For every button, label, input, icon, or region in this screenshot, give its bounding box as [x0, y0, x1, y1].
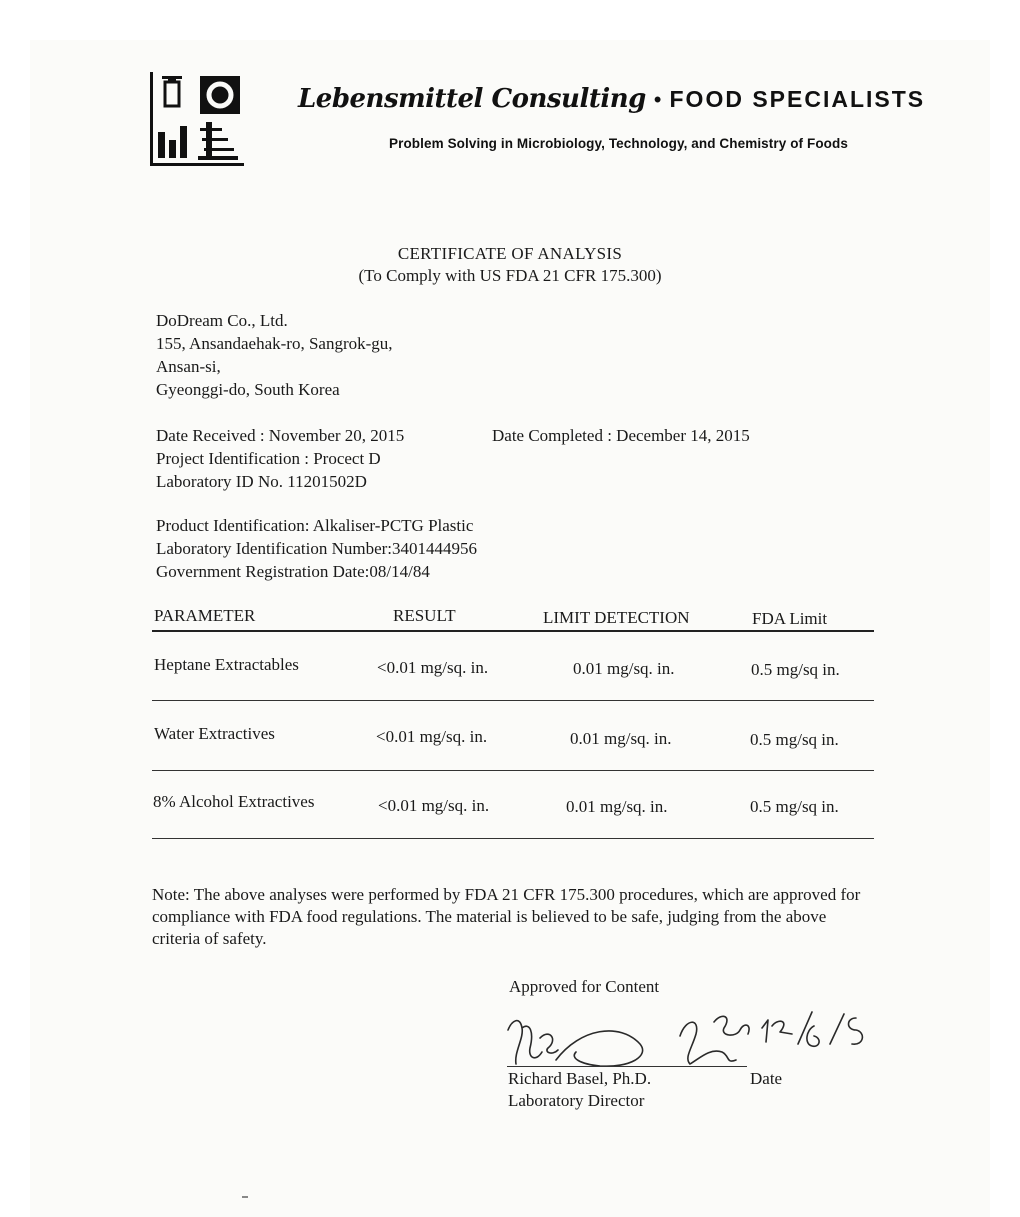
- table-cell-fda-limit: 0.5 mg/sq in.: [750, 730, 839, 749]
- address-line: Gyeonggi-do, South Korea: [156, 380, 340, 399]
- letterhead-tagline: Problem Solving in Microbiology, Technology, and Chemistry of Foods: [389, 136, 848, 151]
- address-line: Ansan-si,: [156, 357, 221, 376]
- laboratory-identification-number: Laboratory Identification Number:3401444956: [156, 539, 478, 558]
- table-cell-parameter: Heptane Extractables: [154, 655, 299, 674]
- product-info: [156, 514, 477, 583]
- client-address: [156, 309, 393, 401]
- brand-suffix: FOOD SPECIALISTS: [669, 86, 926, 112]
- column-header-parameter: PARAMETER: [154, 606, 256, 625]
- table-row-rule: [152, 770, 874, 771]
- product-identification: Product Identification: Alkaliser-PCTG Plastic: [156, 516, 474, 535]
- date-completed: Date Completed : December 14, 2015: [492, 426, 750, 445]
- client-name: DoDream Co., Ltd.: [156, 311, 288, 330]
- column-header-fda-limit: FDA Limit: [752, 609, 828, 628]
- table-cell-limit-detection: 0.01 mg/sq. in.: [573, 659, 675, 678]
- certificate-title: CERTIFICATE OF ANALYSIS: [397, 244, 623, 263]
- address-line: 155, Ansandaehak-ro, Sangrok-gu,: [156, 334, 393, 353]
- letterhead-brand: [298, 84, 925, 114]
- table-cell-limit-detection: 0.01 mg/sq. in.: [566, 797, 668, 816]
- date-received: Date Received : November 20, 2015: [156, 426, 405, 445]
- table-row-rule: [152, 838, 874, 839]
- sample-info: [156, 424, 404, 493]
- table-cell-fda-limit: 0.5 mg/sq in.: [751, 660, 840, 679]
- signature-date-label: Date: [750, 1069, 783, 1088]
- table-cell-result: <0.01 mg/sq. in.: [377, 658, 489, 677]
- table-cell-parameter: Water Extractives: [154, 724, 275, 743]
- column-header-limit-detection: LIMIT DETECTION: [543, 608, 690, 627]
- table-cell-parameter: 8% Alcohol Extractives: [153, 792, 315, 811]
- scan-speck: [242, 1196, 248, 1198]
- signer-name: Richard Basel, Ph.D.: [508, 1069, 652, 1088]
- brand-separator: •: [653, 87, 662, 112]
- government-registration-date: Government Registration Date:08/14/84: [156, 562, 430, 581]
- laboratory-id: Laboratory ID No. 11201502D: [156, 472, 367, 491]
- signature-line: [507, 1066, 747, 1067]
- table-row-rule: [152, 700, 874, 701]
- signer-block: [508, 1068, 651, 1112]
- column-header-result: RESULT: [393, 606, 456, 625]
- company-logo: [148, 70, 246, 168]
- table-header-rule: [152, 630, 874, 632]
- table-cell-result: <0.01 mg/sq. in.: [376, 727, 488, 746]
- analysis-note: Note: The above analyses were performed by FDA 21 CFR 175.300 procedures, which are approved for compliance with FDA food regulations. The material is believed to be safe, judging from the above criteria of safety.: [152, 885, 861, 948]
- table-cell-fda-limit: 0.5 mg/sq in.: [750, 797, 839, 816]
- signer-title: Laboratory Director: [508, 1091, 645, 1110]
- brand-name: Lebensmittel Consulting: [298, 84, 646, 114]
- table-cell-limit-detection: 0.01 mg/sq. in.: [570, 729, 672, 748]
- table-cell-result: <0.01 mg/sq. in.: [378, 796, 490, 815]
- approval-label: Approved for Content: [509, 977, 660, 996]
- certificate-subtitle: (To Comply with US FDA 21 CFR 175.300): [358, 266, 662, 285]
- project-identification: Project Identification : Procect D: [156, 449, 381, 468]
